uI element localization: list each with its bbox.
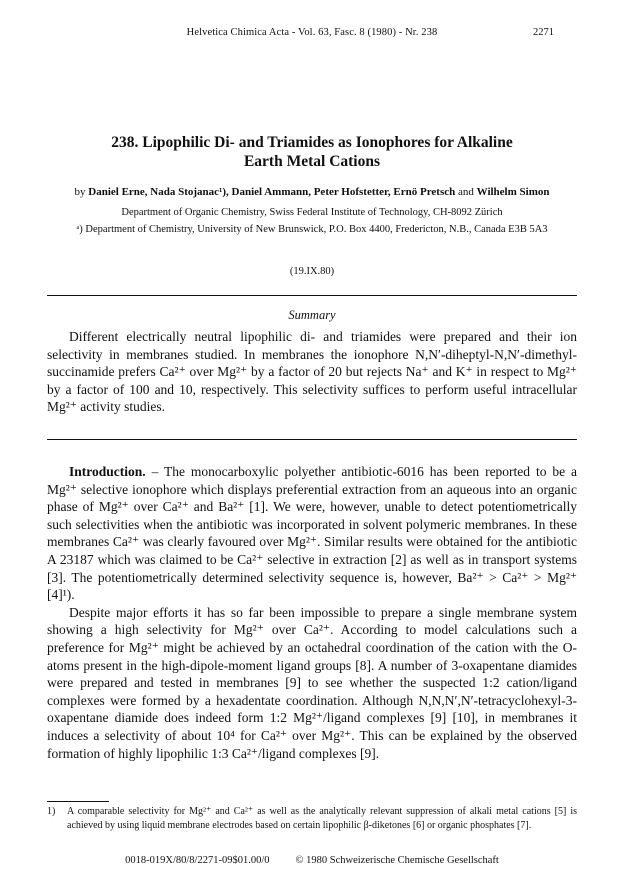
footer-copyright: © 1980 Schweizerische Chemische Gesellschaft <box>295 855 499 866</box>
footer-code: 0018-019X/80/8/2271-09$01.00/0 <box>125 855 270 866</box>
introduction-paragraph-2: Despite major efforts it has so far been impossible to prepare a single membrane system showing a high selectivity for Mg²⁺ over Ca²⁺. According to model calculations such a preference for Mg²⁺ might be achieved by an octahedral coordination of the cation with the O-atoms present in the high-dipole-moment ligand groups [8]. A number of 3-oxapentane diamides were prepared and tested in membranes [9] to see whether the suspected 1:2 cation/ligand complexes were formed by a hexadentate coordination. Although N,N,N′,N′-tetracyclohexyl-3-oxapentane diamide does indeed form 1:2 Mg²⁺/ligand complexes [9] [10], in membranes it induces a selectivity of about 10⁴ for Ca²⁺ over Mg²⁺. This can be explained by the observed formation of highly lipophilic 1:3 Ca²⁺/ligand complexes [9]. <box>47 604 577 761</box>
affiliation-primary: Department of Organic Chemistry, Swiss Federal Institute of Technology, CH-8092 Zürich <box>121 207 503 218</box>
running-head <box>0 27 624 43</box>
summary-heading: Summary <box>288 308 336 322</box>
page-number: 2271 <box>533 27 554 38</box>
footnote-mark: 1) <box>47 806 56 817</box>
author-and: and <box>458 186 474 198</box>
article-title: 238. Lipophilic Di- and Triamides as Ionophores for Alkaline Earth Metal Cations <box>111 134 513 170</box>
introduction-p1-text: – The monocarboxylic polyether antibiotic-6016 has been reported to be a Mg²⁺ selective ionophore which displays preferential extraction from an aqueous into an organic phase of Mg²⁺ over Ca²⁺ and Ba²⁺ [1]. We were, however, unable to detect potentiometrically such selectivities when the antibiotic was incorporated in solvent polymeric membranes. In these membranes Ca²⁺ was clearly favoured over Mg²⁺. Similar results were obtained for the antibiotic A 23187 which was claimed to be Ca²⁺ selective in extraction [2] as well as in transport systems [3]. The potentiometrically determined selectivity sequence is, however, Ba²⁺ > Ca²⁺ > Mg²⁺ [4]¹). <box>47 464 577 603</box>
received-date: (19.IX.80) <box>289 266 335 277</box>
footnote-rule <box>47 801 109 802</box>
journal-citation: Helvetica Chimica Acta - Vol. 63, Fasc. 8 (1980) - Nr. 238 <box>186 27 438 38</box>
page-footer <box>0 855 624 866</box>
introduction-paragraph-1 <box>47 463 577 604</box>
summary-top-rule <box>47 295 577 296</box>
summary-text: Different electrically neutral lipophilic di- and triamides were prepared and their ion selectivity in membranes studied. In membranes the ionophore N,N′-diheptyl-N,N′-dimethyl-succinamide prefers Ca²⁺ over Mg²⁺ by a factor of 20 but rejects Na⁺ and K⁺ in respect to Mg²⁺ by a factor of 100 and 10, respectively. This selectivity suffices to perform useful intracellular Mg²⁺ activity studies. <box>47 329 577 415</box>
footnote-text: A comparable selectivity for Mg²⁺ and Ca²⁺ as well as the analytically relevant suppression of alkali metal cations [5] is achieved by using liquid membrane electrodes based on certain lipophilic β-diketones [6] or organic phosphates [7]. <box>67 806 577 831</box>
affiliation-secondary: ᵃ) Department of Chemistry, University of New Brunswick, P.O. Box 4400, Fredericton, N.B., Canada E3B 5A3 <box>76 224 548 235</box>
summary-bottom-rule <box>47 439 577 440</box>
footnote <box>47 805 577 832</box>
author-line <box>40 185 584 200</box>
introduction-section <box>47 463 577 762</box>
last-author: Wilhelm Simon <box>476 186 550 198</box>
introduction-heading: Introduction. <box>69 464 146 479</box>
author-by: by <box>74 186 86 198</box>
author-list: Daniel Erne, Nada Stojanac¹), Daniel Ammann, Peter Hofstetter, Ernö Pretsch <box>88 186 456 198</box>
